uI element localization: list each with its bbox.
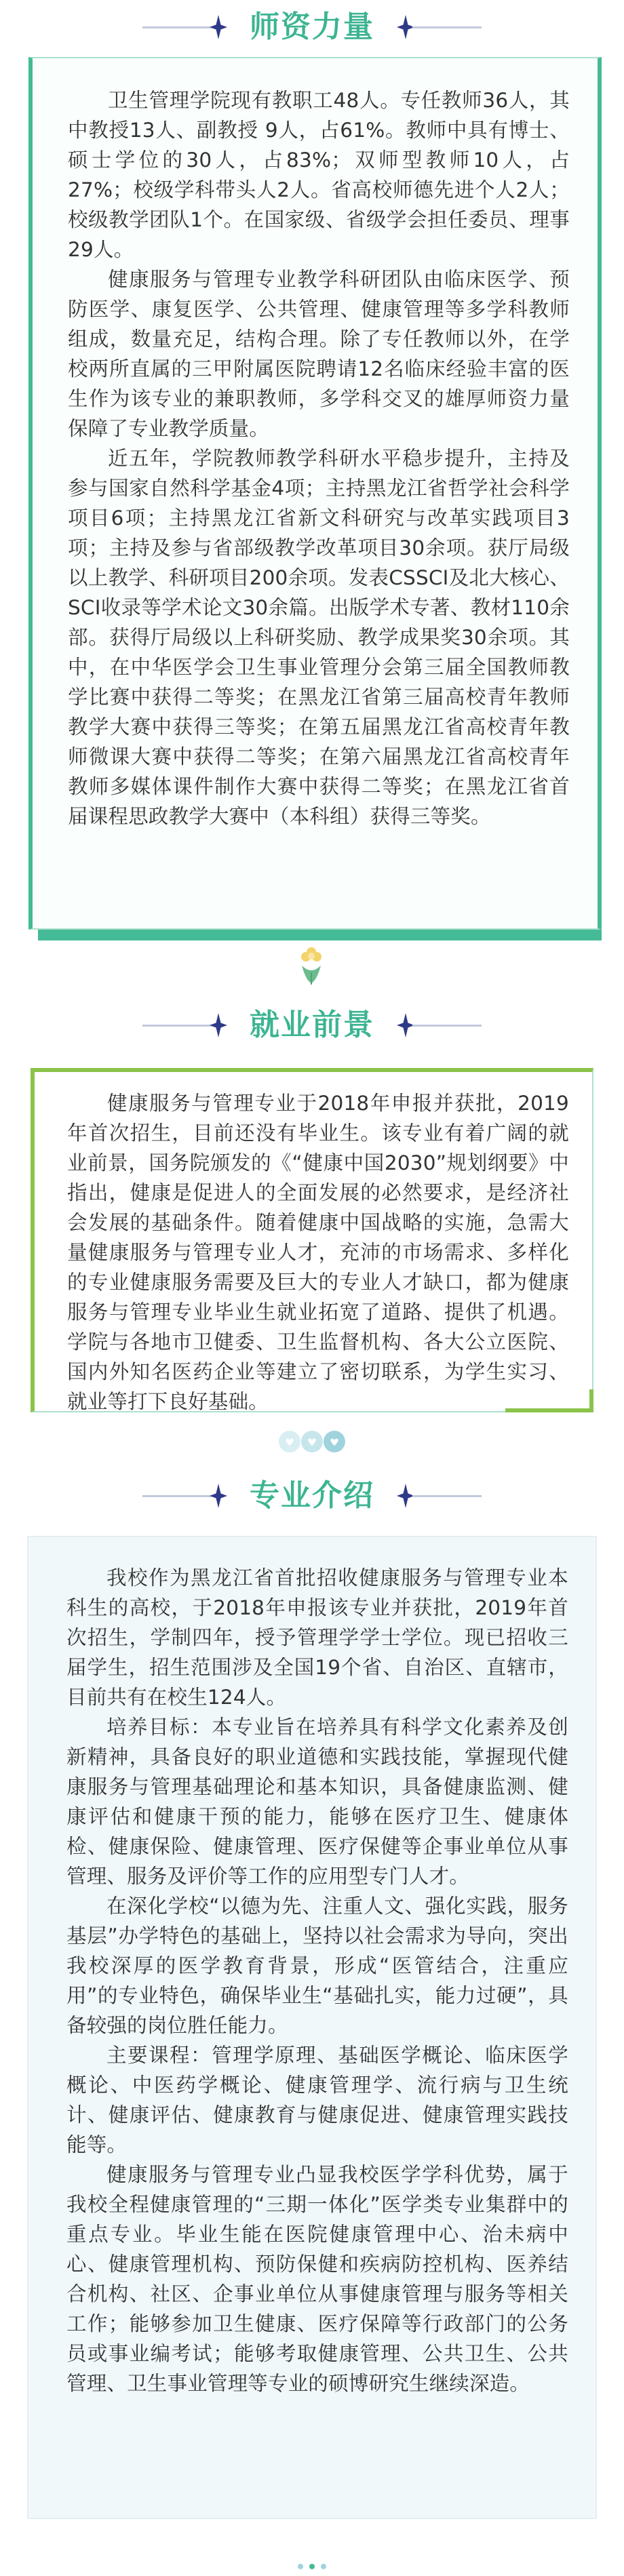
- paragraph: 我校作为黑龙江省首批招收健康服务与管理专业本科生的高校，于2018年申报该专业并获批，2019年首次招生，学制四年，授予管理学学士学位。现已招收三届学生，招生范围涉及全国19个省、自治区、直辖市，目前共有在校生124人。: [66, 1566, 568, 1709]
- employment-content-box: [31, 1068, 593, 1412]
- paragraph: 健康服务与管理专业教学科研团队由临床医学、预防医学、康复医学、公共管理、健康管理等多学科教师组成，数量充足，结构合理。除了专任教师以外，在学校两所直属的三甲附属医院聘请12名临床经验丰富的医生作为该专业的兼职教师，多学科交叉的雄厚师资力量保障了专业教学质量。: [68, 268, 570, 440]
- decorative-bar: [28, 930, 602, 940]
- paragraph: 健康服务与管理专业于2018年申报并获批，2019年首次招生，目前还没有毕业生。该专业有着广阔的就业前景，国务院颁发的《“健康中国2030”规划纲要》中指出，健康是促进人的全面发展的必然要求，是经济社会发展的基础条件。随着健康中国战略的实施，急需大量健康服务与管理专业人才，充沛的市场需求、多样化的专业健康服务需要及巨大的专业人才缺口，都为健康服务与管理专业毕业生就业拓宽了道路、提供了机遇。学院与各地市卫健委、卫生监督机构、各大公立医院、国内外知名医药企业等建立了密切联系，为学生实习、就业等打下良好基础。: [67, 1092, 569, 1413]
- divider-line: [142, 1025, 212, 1027]
- section-title: 就业前景: [250, 1008, 374, 1042]
- divider-line: [142, 1495, 212, 1497]
- paragraph: 主要课程：管理学原理、基础医学概论、临床医学概论、中医药学概论、健康管理学、流行病与卫生统计、健康评估、健康教育与健康促进、健康管理实践技能等。: [66, 2044, 568, 2156]
- decorative-notch: [28, 930, 38, 940]
- section-header-intro: [0, 1469, 624, 1523]
- faculty-text: [68, 85, 570, 831]
- star-icon: [205, 1478, 232, 1513]
- star-icon: [205, 9, 232, 45]
- heart-dots-icon: [275, 1427, 349, 1457]
- star-icon: [205, 1008, 232, 1043]
- flower-icon: [296, 945, 326, 986]
- section-title: 专业介绍: [250, 1478, 374, 1513]
- faculty-content-box: [28, 57, 602, 930]
- paragraph: 近五年，学院教师教学科研水平稳步提升，主持及参与国家自然科学基金4项；主持黑龙江省哲学社会科学项目6项；主持黑龙江省新文科研究与改革实践项目3项；主持及参与省部级教学改革项目30余项。获厅局级以上教学、科研项目200余项。发表CSSCI及北大核心、SCI收录等学术论文30余篇。出版学术专著、教材110余部。获得厅局级以上科研奖励、教学成果奖30余项。其中，在中华医学会卫生事业管理分会第三届全国教师教学比赛中获得二等奖；在黑龙江省第三届高校青年教师教学大赛中获得三等奖；在第五届黑龙江省高校青年教师微课大赛中获得二等奖；在第六届黑龙江省高校青年教师多媒体课件制作大赛中获得二等奖；在黑龙江省首届课程思政教学大赛中（本科组）获得三等奖。: [68, 447, 570, 828]
- corner-decoration: [505, 1389, 593, 1412]
- intro-text: [66, 1563, 568, 2398]
- paragraph: 健康服务与管理专业凸显我校医学学科优势，属于我校全程健康管理的“三期一体化”医学类专业集群中的重点专业。毕业生能在医院健康管理中心、治未病中心、健康管理机构、预防保健和疾病防控机构、医养结合机构、社区、企事业单位从事健康管理与服务等相关工作；能够参加卫生健康、医疗保障等行政部门的公务员或事业编考试；能够考取健康管理、公共卫生、公共管理、卫生事业管理等专业的硕博研究生继续深造。: [66, 2163, 568, 2395]
- section-header-faculty: [0, 0, 624, 54]
- paragraph: 培养目标：本专业旨在培养具有科学文化素养及创新精神，具备良好的职业道德和实践技能，掌握现代健康服务与管理基础理论和基本知识，具备健康监测、健康评估和健康干预的能力，能够在医疗卫生、健康体检、健康保险、健康管理、医疗保健等企事业单位从事管理、服务及评价等工作的应用型专门人才。: [66, 1716, 568, 1888]
- divider-line: [142, 26, 212, 28]
- paragraph: 卫生管理学院现有教职工48人。专任教师36人，其中教授13人、副教授 9人，占61%。教师中具有博士、硕士学位的30人，占83%；双师型教师10人，占27%；校级学科带头人2人。省高校师德先进个人2人；校级教学团队1个。在国家级、省级学会担任委员、理事29人。: [68, 89, 570, 261]
- employment-text: [67, 1088, 569, 1416]
- section-header-employment: [0, 998, 624, 1052]
- dots-icon: [296, 2560, 328, 2569]
- section-title: 师资力量: [250, 9, 374, 44]
- divider-line: [412, 1025, 482, 1027]
- divider-line: [412, 26, 482, 28]
- paragraph: 在深化学校“以德为先、注重人文、强化实践，服务基层”办学特色的基础上，坚持以社会需求为导向，突出我校深厚的医学教育背景，形成“医管结合，注重应用”的专业特色，确保毕业生“基础扎实，能力过硬”，具备较强的岗位胜任能力。: [66, 1895, 568, 2037]
- intro-content-box: [27, 1536, 597, 2519]
- divider-line: [412, 1495, 482, 1497]
